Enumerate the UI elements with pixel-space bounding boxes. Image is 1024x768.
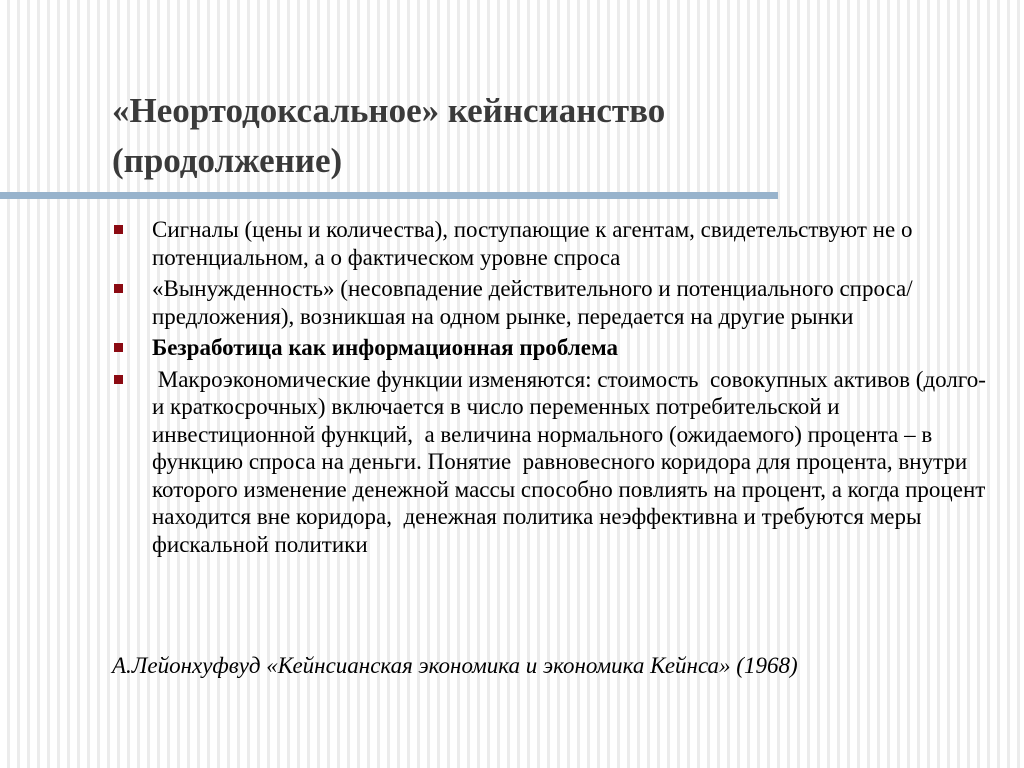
bullet-item xyxy=(112,216,992,271)
bullet-item xyxy=(112,334,992,362)
bullet-list xyxy=(112,216,992,562)
square-bullet-icon xyxy=(114,225,123,234)
slide-title-line-1: «Неортодоксальное» кейнсианство xyxy=(112,91,666,130)
title-divider xyxy=(0,192,778,199)
slide-title-line-2: (продолжение) xyxy=(112,141,343,180)
square-bullet-icon xyxy=(114,343,123,352)
square-bullet-icon xyxy=(114,375,123,384)
bullet-item xyxy=(112,366,992,559)
bullet-text: «Вынужденность» (несовпадение действительного и потенциального спроса/предложения), возникшая на одном рынке, передается на другие рынки xyxy=(152,276,913,329)
square-bullet-icon xyxy=(114,284,123,293)
bullet-item xyxy=(112,275,992,330)
bullet-text: Безработица как информационная проблема xyxy=(152,335,618,360)
bullet-text: Сигналы (цены и количества), поступающие к агентам, свидетельствуют не о потенциальном, а о фактическом уровне спроса xyxy=(152,217,919,270)
source-citation: А.Лейонхуфвуд «Кейнсианская экономика и экономика Кейнса» (1968) xyxy=(112,653,798,678)
slide-title xyxy=(112,86,972,186)
bullet-text: Макроэкономические функции изменяются: стоимость совокупных активов (долго- и краткосрочных) включается в число переменных потребительской и инвестиционной функций, а величина нормального (ожидаемого) процента – в функцию спроса на деньги. Понятие равновесного коридора для процента, внутри которого изменение денежной массы способно повлиять на процент, а когда процент находится вне коридора, денежная политика неэффективна и требуются меры фискальной политики xyxy=(152,366,992,557)
